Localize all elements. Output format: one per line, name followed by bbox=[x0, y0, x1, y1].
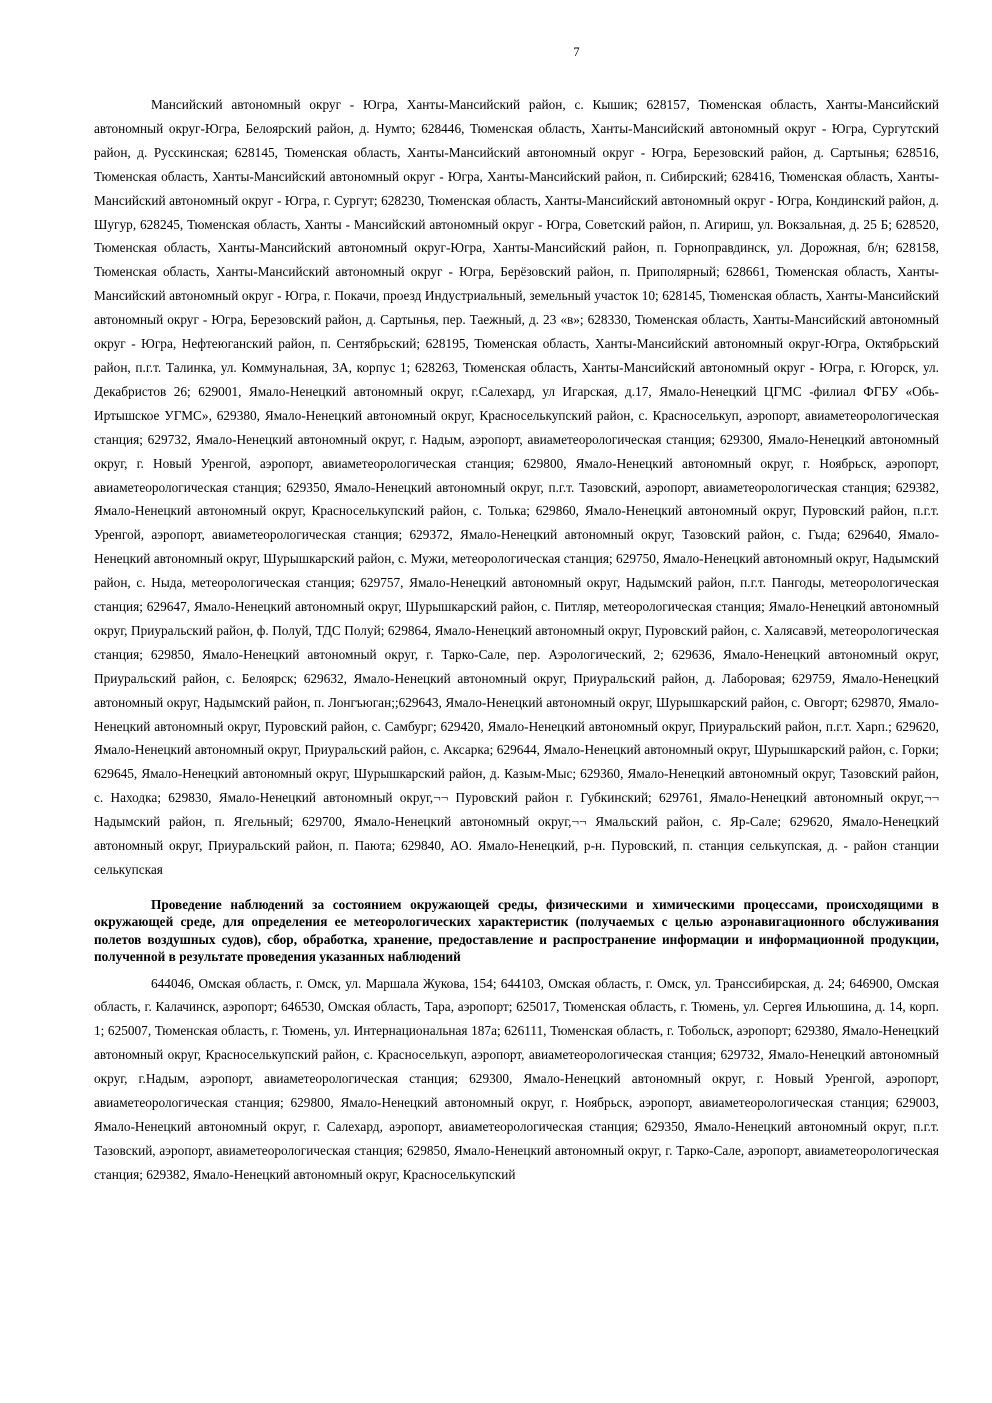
address-list-paragraph: Мансийский автономный округ - Югра, Ханты-Мансийский район, с. Кышик; 628157, Тюменская область, Ханты-Мансийский автономный округ-Югра, Белоярский район, д. Нумто; 628446, Тюменская область, Ханты-Мансийский автономный округ - Югра, Сургутский район, д. Русскинская; 628145, Тюменская область, Ханты-Мансийский автономный округ - Югра, Березовский район, д. Сартынья; 628516, Тюменская область, Ханты-Мансийский автономный округ - Югра, Ханты-Мансийский район, п. Сибирский; 628416, Тюменская область, Ханты-Мансийский автономный округ - Югра, г. Сургут; 628230, Тюменская область, Ханты-Мансийский автономный округ - Югра, Кондинский район, д. Шугур, 628245, Тюменская область, Ханты - Мансийский автономный округ - Югра, Советский район, п. Агириш, ул. Вокзальная, д. 25 Б; 628520, Тюменская область, Ханты-Мансийский автономный округ-Югра, Ханты-Мансийский район, п. Горноправдинск, ул. Дорожная, б/н; 628158, Тюменская область, Ханты-Мансийский автономный округ - Югра, Берёзовский район, п. Приполярный; 628661, Тюменская область, Ханты-Мансийский автономный округ - Югра, г. Покачи, проезд Индустриальный, земельный участок 10; 628145, Тюменская область, Ханты-Мансийский автономный округ - Югра, Березовский район, д. Сартынья, пер. Таежный, д. 23 «в»; 628330, Тюменская область, Ханты-Мансийский автономный округ - Югра, Нефтеюганский район, п. Сентябрьский; 628195, Тюменская область, Ханты-Мансийский автономный округ-Югра, Октябрьский район, п.г.т. Талинка, ул. Коммунальная, 3А, корпус 1; 628263, Тюменская область, Ханты-Мансийский автономный округ - Югра, г. Югорск, ул. Декабристов 26; 629001, Ямало-Ненецкий автономный округ, г.Салехард, ул Игарская, д.17, Ямало-Ненецкий ЦГМС -филиал ФГБУ «Обь-Иртышское УГМС», 629380, Ямало-Ненецкий автономный округ, Красноселькупский район, с. Красноселькуп, аэропорт, авиаметеорологическая станция; 629732, Ямало-Ненецкий автономный округ, г. Надым, аэропорт, авиаметеорологическая станция; 629300, Ямало-Ненецкий автономный округ, г. Новый Уренгой, аэропорт, авиаметеорологическая станция; 629800, Ямало-Ненецкий автономный округ, г. Ноябрьск, аэропорт, авиаметеорологическая станция; 629350, Ямало-Ненецкий автономный округ, п.г.т. Тазовский, аэропорт, авиаметеорологическая станция; 629382, Ямало-Ненецкий автономный округ, Красноселькупский район, с. Толька; 629860, Ямало-Ненецкий автономный округ, Пуровский район, п.г.т. Уренгой, аэропорт, авиаметеорологическая станция; 629372, Ямало-Ненецкий автономный округ, Тазовский район, с. Гыда; 629640, Ямало-Ненецкий автономный округ, Шурышкарский район, с. Мужи, метеорологическая станция; 629750, Ямало-Ненецкий автономный округ, Надымский район, с. Ныда, метеорологическая станция; 629757, Ямало-Ненецкий автономный округ, Надымский район, п.г.т. Пангоды, метеорологическая станция; 629647, Ямало-Ненецкий автономный округ, Шурышкарский район, с. Питляр, метеорологическая станция; Ямало-Ненецкий автономный округ, Приуральский район, ф. Полуй, ТДС Полуй; 629864, Ямало-Ненецкий автономный округ, Пуровский район, с. Халясавэй, метеорологическая станция; 629850, Ямало-Ненецкий автономный округ, г. Тарко-Сале, пер. Аэрологический, 2; 629636, Ямало-Ненецкий автономный округ, Приуральский район, с. Белоярск; 629632, Ямало-Ненецкий автономный округ, Приуральский район, д. Лаборовая; 629759, Ямало-Ненецкий автономный округ, Надымский район, п. Лонгъюган;;629643, Ямало-Ненецкий автономный округ, Шурышкарский район, с. Овгорт; 629870, Ямало-Ненецкий автономный округ, Пуровский район, с. Самбург; 629420, Ямало-Ненецкий автономный округ, Приуральский район, п.г.т. Харп.; 629620, Ямало-Ненецкий автономный округ, Приуральский район, с. Аксарка; 629644, Ямало-Ненецкий автономный округ, Шурышкарский район, с. Горки; 629645, Ямало-Ненецкий автономный округ, Шурышкарский район, д. Казым-Мыс; 629360, Ямало-Ненецкий автономный округ, Тазовский район, с. Находка; 629830, Ямало-Ненецкий автономный округ,¬¬ Пуровский район г. Губкинский; 629761, Ямало-Ненецкий автономный округ,¬¬ Надымский район, п. Ягельный; 629700, Ямало-Ненецкий автономный округ,¬¬ Ямальский район, с. Яр-Сале; 629620, Ямало-Ненецкий автономный округ, Приуральский район, п. Паюта; 629840, АО. Ямало-Ненецкий, р-н. Пуровский, п. станция селькупская, д. - район станции селькупская bbox=[94, 97, 939, 877]
page-number: 7 bbox=[573, 45, 580, 59]
section-heading: Проведение наблюдений за состоянием окружающей среды, физическими и химическими процессами, происходящими в окружающей среде, для определения ее метеорологических характеристик (получаемых с целью аэронавигационного обслуживания полетов воздушных судов), сбор, обработка, хранение, предоставление и распространение информации и информационной продукции, полученной в результате проведения указанных наблюдений bbox=[94, 896, 939, 965]
document-body bbox=[94, 93, 939, 1187]
address-list-paragraph-2: 644046, Омская область, г. Омск, ул. Маршала Жукова, 154; 644103, Омская область, г. Омск, ул. Транссибирская, д. 24; 646900, Омская область, г. Калачинск, аэропорт; 646530, Омская область, Тара, аэропорт; 625017, Тюменская область, г. Тюмень, ул. Сергея Ильюшина, д. 14, корп. 1; 625007, Тюменская область, г. Тюмень, ул. Интернациональная 187а; 626111, Тюменская область, г. Тобольск, аэропорт; 629380, Ямало-Ненецкий автономный округ, Красноселькупский район, с. Красноселькуп, аэропорт, авиаметеорологическая станция; 629732, Ямало-Ненецкий автономный округ, г.Надым, аэропорт, авиаметеорологическая станция; 629300, Ямало-Ненецкий автономный округ, г. Новый Уренгой, аэропорт, авиаметеорологическая станция; 629800, Ямало-Ненецкий автономный округ, г. Ноябрьск, аэропорт, авиаметеорологическая станция; 629003, Ямало-Ненецкий автономный округ, г. Салехард, аэропорт, авиаметеорологическая станция; 629350, Ямало-Ненецкий автономный округ, п.г.т. Тазовский, аэропорт, авиаметеорологическая станция; 629850, Ямало-Ненецкий автономный округ, г. Тарко-Сале, аэропорт, авиаметеорологическая станция; 629382, Ямало-Ненецкий автономный округ, Красноселькупский bbox=[94, 975, 939, 1182]
